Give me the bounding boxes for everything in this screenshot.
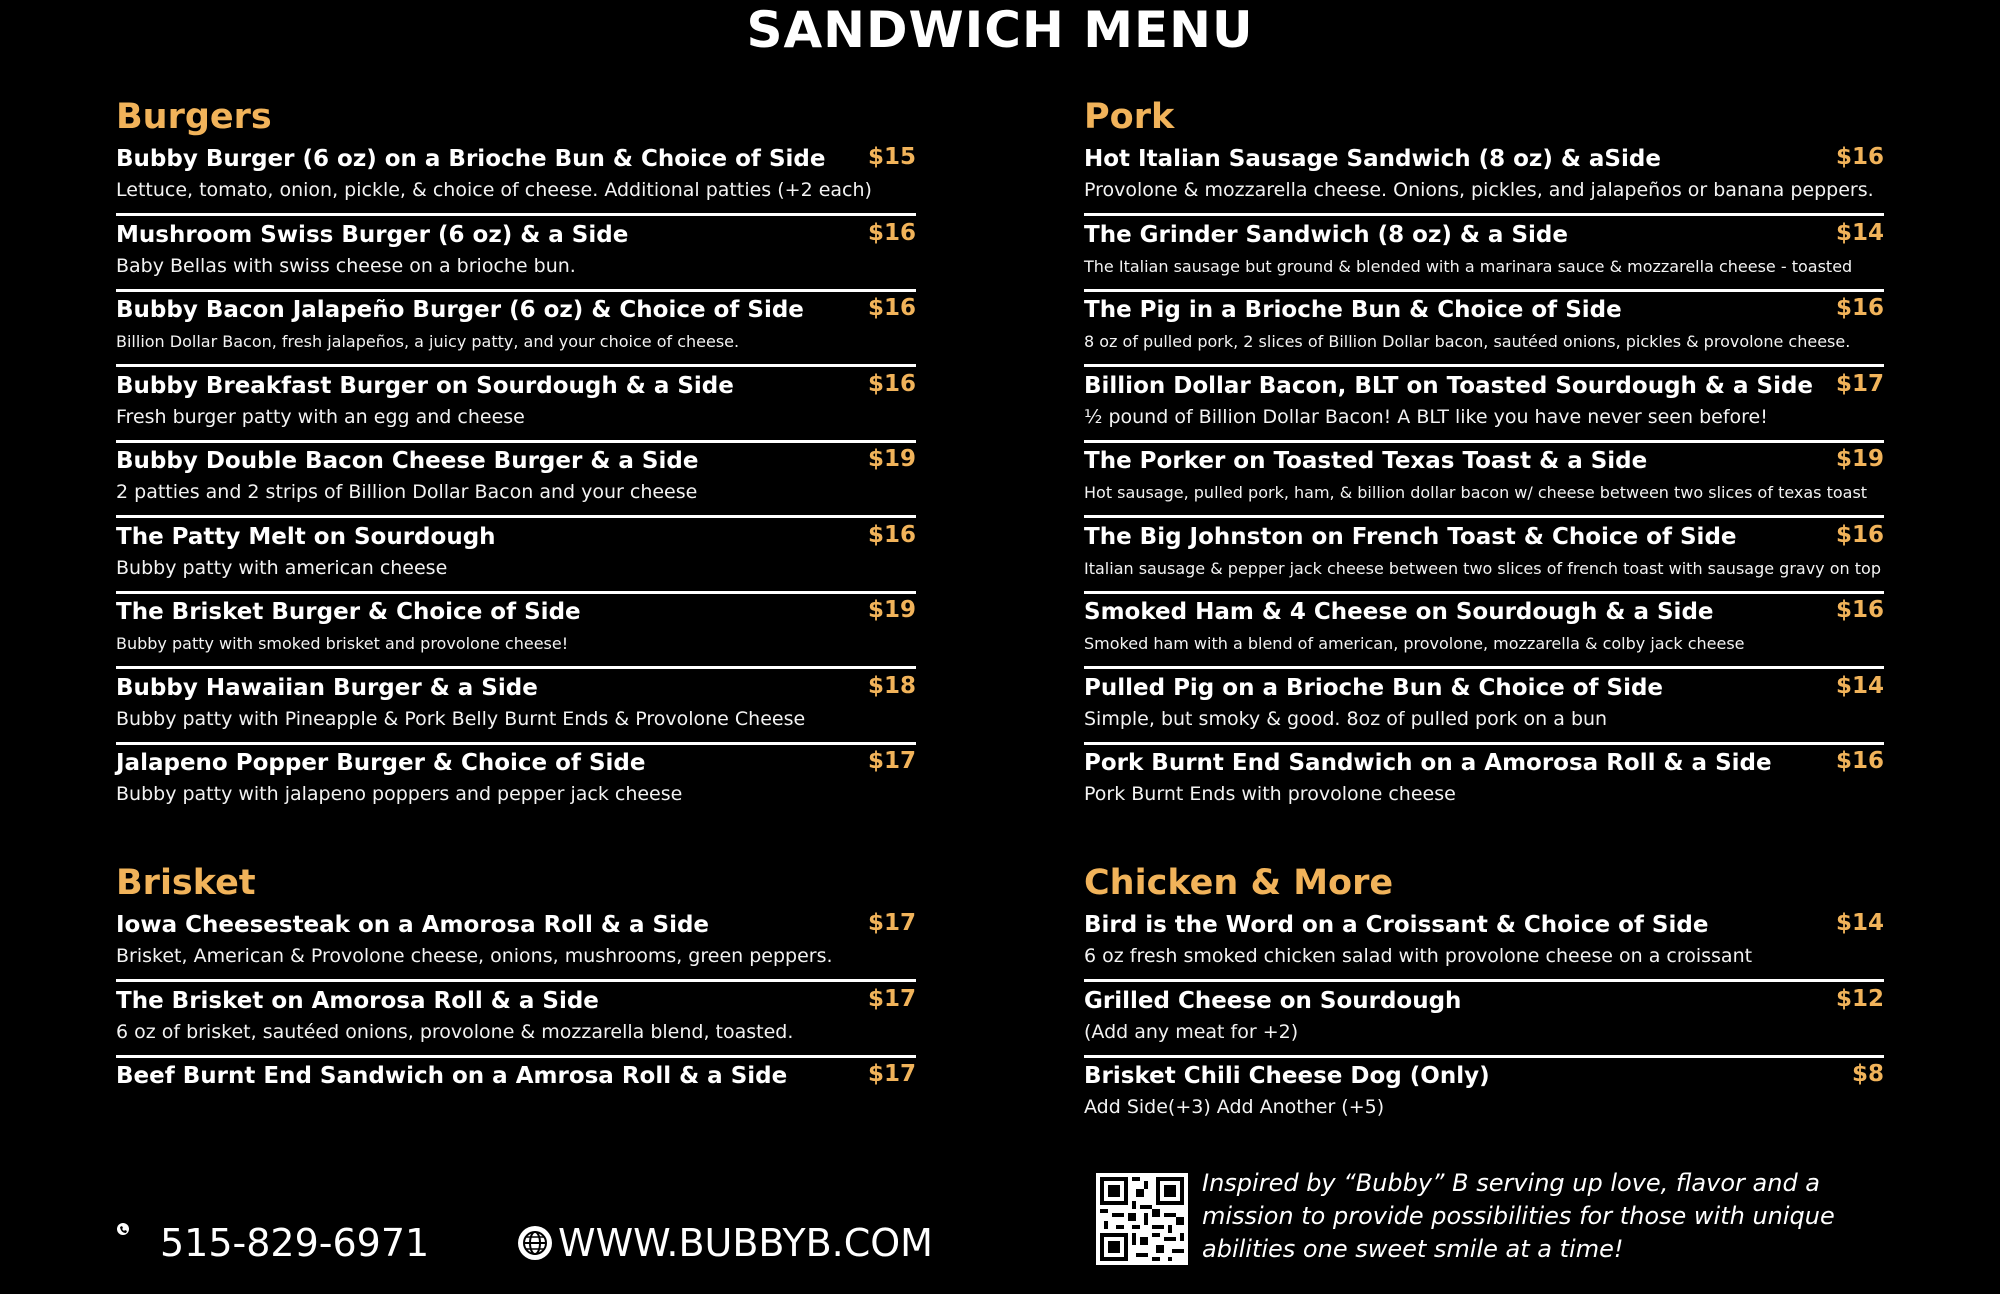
item-name: The Patty Melt on Sourdough: [116, 523, 496, 550]
menu-item: [116, 522, 916, 597]
item-description: (Add any meat for +2): [1084, 1020, 1299, 1043]
left-column: [116, 0, 916, 1150]
item-name: Bubby Double Bacon Cheese Burger & a Side: [116, 448, 699, 474]
item-description: Hot sausage, pulled pork, ham, & billion dollar bacon w/ cheese between two slices of texas toast: [1084, 483, 1868, 502]
item-divider: [1084, 213, 1884, 216]
item-description: Simple, but smoky & good. 8oz of pulled pork on a bun: [1084, 707, 1608, 730]
item-name: The Grinder Sandwich (8 oz) & a Side: [1084, 221, 1568, 248]
item-price: $14: [1835, 910, 1884, 936]
menu-item: [116, 910, 916, 985]
item-divider: [116, 364, 916, 367]
item-description: Bubby patty with smoked brisket and provolone cheese!: [116, 634, 569, 653]
item-divider: [116, 213, 916, 216]
menu-item: [1084, 522, 1884, 597]
item-name: Brisket Chili Cheese Dog (Only): [1084, 1063, 1490, 1089]
item-name: Pork Burnt End Sandwich on a Amorosa Roll & a Side: [1084, 750, 1772, 776]
item-price: $12: [1835, 985, 1884, 1012]
item-description: Bubby patty with american cheese: [116, 556, 448, 579]
item-name: Bird is the Word on a Croissant & Choice of Side: [1084, 912, 1709, 938]
item-price: $19: [1835, 446, 1884, 472]
item-divider: [116, 979, 916, 982]
item-price: $14: [1835, 219, 1884, 246]
item-name: Iowa Cheesesteak on a Amorosa Roll & a Side: [116, 912, 710, 938]
item-description: Provolone & mozzarella cheese. Onions, pickles, and jalapeños or banana peppers.: [1084, 179, 1874, 201]
qr-code[interactable]: [1096, 1173, 1188, 1265]
item-price: $16: [867, 219, 916, 246]
menu-item: [116, 144, 916, 219]
item-description: 8 oz of pulled pork, 2 slices of Billion Dollar bacon, sautéed onions, pickles & provolone cheese.: [1084, 332, 1851, 351]
item-price: $8: [1851, 1061, 1884, 1087]
qr-code-graphic: [1096, 1173, 1188, 1265]
item-price: $16: [1835, 295, 1884, 321]
section-title-pork: Pork: [1084, 97, 1175, 137]
item-divider: [116, 742, 916, 745]
item-description: Lettuce, tomato, onion, pickle, & choice of cheese. Additional patties (+2 each): [116, 179, 872, 201]
item-price: $18: [867, 672, 916, 699]
right-column: [1084, 0, 1884, 1150]
menu-item: [1084, 295, 1884, 370]
item-price: $17: [867, 910, 916, 936]
menu-item: [1084, 371, 1884, 446]
item-description: Bubby patty with jalapeno poppers and pepper jack cheese: [116, 783, 683, 805]
menu-item: [1084, 748, 1884, 823]
menu-item: [116, 673, 916, 748]
item-name: Smoked Ham & 4 Cheese on Sourdough & a Side: [1084, 599, 1714, 625]
website-url: WWW.BUBBYB.COM: [558, 1221, 933, 1265]
item-name: Bubby Breakfast Burger on Sourdough & a Side: [116, 372, 734, 399]
item-name: Grilled Cheese on Sourdough: [1084, 987, 1462, 1014]
item-name: Beef Burnt End Sandwich on a Amrosa Roll & a Side: [116, 1063, 788, 1089]
menu-item: [116, 748, 916, 823]
phone-contact[interactable]: [116, 1219, 429, 1267]
tagline: Inspired by “Bubby” B serving up love, flavor and a mission to provide possibilities for those with unique abilities one sweet smile at a time!: [1202, 1169, 1835, 1263]
item-divider: [116, 289, 916, 292]
item-divider: [1084, 1055, 1884, 1058]
item-description: Italian sausage & pepper jack cheese between two slices of french toast with sausage gravy on top: [1084, 558, 1881, 578]
menu-item: [116, 295, 916, 370]
item-name: Mushroom Swiss Burger (6 oz) & a Side: [116, 221, 629, 248]
item-name: Bubby Bacon Jalapeño Burger (6 oz) & Choice of Side: [116, 297, 804, 323]
menu-item: [1084, 220, 1884, 295]
item-description: Add Side(+3) Add Another (+5): [1084, 1096, 1385, 1118]
item-price: $14: [1835, 672, 1884, 699]
section-title-brisket: Brisket: [116, 863, 256, 903]
menu-item: [116, 446, 916, 521]
website-link[interactable]: [516, 1219, 933, 1267]
item-divider: [1084, 742, 1884, 745]
item-description: Fresh burger patty with an egg and cheese: [116, 405, 525, 428]
item-divider: [1084, 591, 1884, 594]
item-description: 6 oz of brisket, sautéed onions, provolone & mozzarella blend, toasted.: [116, 1020, 794, 1043]
menu-item: [1084, 986, 1884, 1061]
item-name: Bubby Hawaiian Burger & a Side: [116, 674, 538, 701]
item-price: $16: [867, 295, 916, 321]
item-price: $19: [867, 446, 916, 472]
section-title-chicken: Chicken & More: [1084, 863, 1394, 903]
item-divider: [116, 1055, 916, 1058]
item-name: The Big Johnston on French Toast & Choice of Side: [1084, 523, 1737, 550]
item-price: $19: [867, 597, 916, 623]
item-price: $16: [1835, 521, 1884, 548]
item-description: ½ pound of Billion Dollar Bacon! A BLT like you have never seen before!: [1084, 405, 1768, 428]
menu-title: SANDWICH MENU: [746, 1, 1254, 59]
item-description: The Italian sausage but ground & blended with a marinara sauce & mozzarella cheese - toasted: [1084, 256, 1853, 276]
item-divider: [1084, 440, 1884, 443]
item-divider: [1084, 515, 1884, 518]
item-description: Bubby patty with Pineapple & Pork Belly Burnt Ends & Provolone Cheese: [116, 707, 806, 730]
phone-icon: [116, 1222, 130, 1236]
menu-item: [116, 220, 916, 295]
section-title-burgers: Burgers: [116, 97, 272, 137]
item-divider: [116, 591, 916, 594]
item-divider: [1084, 364, 1884, 367]
item-name: Bubby Burger (6 oz) on a Brioche Bun & Choice of Side: [116, 146, 826, 172]
item-description: Smoked ham with a blend of american, provolone, mozzarella & colby jack cheese: [1084, 634, 1745, 653]
item-price: $16: [1835, 144, 1884, 170]
menu-item: [1084, 910, 1884, 985]
phone-number: 515-829-6971: [160, 1221, 430, 1265]
item-name: The Brisket Burger & Choice of Side: [116, 599, 581, 625]
item-price: $17: [867, 985, 916, 1012]
menu-item: [116, 371, 916, 446]
item-description: Baby Bellas with swiss cheese on a brioche bun.: [116, 254, 576, 277]
item-price: $17: [867, 748, 916, 774]
menu-item: [116, 986, 916, 1061]
item-divider: [1084, 979, 1884, 982]
menu-item: [1084, 597, 1884, 672]
item-description: Brisket, American & Provolone cheese, onions, mushrooms, green peppers.: [116, 945, 833, 967]
item-name: The Brisket on Amorosa Roll & a Side: [116, 987, 599, 1014]
item-divider: [116, 515, 916, 518]
item-description: 2 patties and 2 strips of Billion Dollar Bacon and your cheese: [116, 481, 698, 503]
item-description: Pork Burnt Ends with provolone cheese: [1084, 783, 1456, 805]
item-divider: [1084, 289, 1884, 292]
item-divider: [116, 440, 916, 443]
item-price: $16: [867, 370, 916, 397]
item-name: Pulled Pig on a Brioche Bun & Choice of Side: [1084, 674, 1664, 701]
item-price: $17: [867, 1061, 916, 1087]
item-price: $15: [867, 144, 916, 170]
item-name: Billion Dollar Bacon, BLT on Toasted Sourdough & a Side: [1084, 372, 1814, 399]
menu-item: [1084, 446, 1884, 521]
globe-icon: [516, 1224, 554, 1262]
item-description: Billion Dollar Bacon, fresh jalapeños, a juicy patty, and your choice of cheese.: [116, 332, 740, 351]
item-divider: [1084, 666, 1884, 669]
menu-item: [1084, 1061, 1884, 1136]
item-name: Hot Italian Sausage Sandwich (8 oz) & aSide: [1084, 146, 1661, 172]
menu-item: [1084, 144, 1884, 219]
item-price: $16: [1835, 597, 1884, 623]
item-divider: [116, 666, 916, 669]
menu-item: [116, 1061, 916, 1136]
item-name: The Pig in a Brioche Bun & Choice of Side: [1084, 297, 1622, 323]
menu-item: [116, 597, 916, 672]
item-name: Jalapeno Popper Burger & Choice of Side: [116, 750, 646, 776]
item-price: $17: [1835, 370, 1884, 397]
menu-item: [1084, 673, 1884, 748]
item-name: The Porker on Toasted Texas Toast & a Side: [1084, 448, 1648, 474]
item-price: $16: [1835, 748, 1884, 774]
item-description: 6 oz fresh smoked chicken salad with provolone cheese on a croissant: [1084, 945, 1753, 967]
item-price: $16: [867, 521, 916, 548]
